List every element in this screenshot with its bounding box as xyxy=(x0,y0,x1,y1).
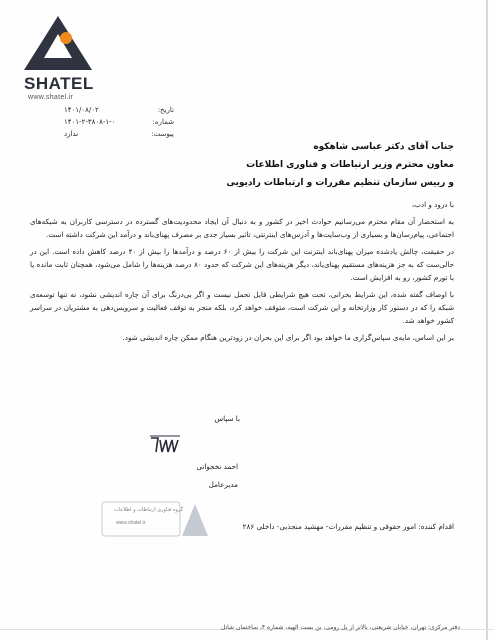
footer-address: دفتر مرکزی: تهران، خیابان شریعتی، بالاتر از پل رومی، بن بست الهیه، شماره ۴، ساختمان شاتل xyxy=(220,624,460,631)
paragraph-4: بر این اساس، مایه‌ی سپاس‌گزاری ما خواهد بود اگر برای این بحران در زودترین هنگام ممکن چاره اندیشی شود. xyxy=(122,333,454,342)
paragraph-2: در حقیقت، چالش یادشده میزان پهنای‌باند اینترنت این شرکت را بیش از ۶۰ درصد و درآمدها را بیش از ۴۰ درصد کاهش داده است. این در حالی‌ست که به جز هزینه‌های مستقیم پهنای‌باند، دیگر هزینه‌های این شرکت که حدود ۸۰ درصد هزینه‌ها را شامل می‌شود، همچنان ثابت مانده یا با تورم کشور، رو به افزایش است. xyxy=(30,247,454,282)
logo-url: www.shatel.ir xyxy=(28,94,74,101)
scan-edge xyxy=(486,0,488,640)
date-label: تاریخ: xyxy=(157,106,174,114)
handwritten-signature-icon xyxy=(148,432,184,456)
seal-url: www.shatel.ir xyxy=(116,520,146,526)
paragraph-3: با اوصاف گفته شده، این شرایط بحرانی، تحت هیچ شرایطی قابل تحمل نیست و اگر بی‌درنگ برای آن چاره اندیشی نشود، نه تنها توسعه‌ی شبکه را که در دستور کار وزارتخانه و این شرکت است، متوقف خواهد کرد، بلکه منجر به توقف فعالیت و سرویس‌دهی به مشتریان در سراسر کشور خواهد شد. xyxy=(30,290,454,325)
addressee-line-2: معاون محترم وزیر ارتباطات و فناوری اطلاعات xyxy=(246,160,454,170)
meta-number-row xyxy=(64,116,174,128)
addressee-block xyxy=(34,138,454,192)
paragraph-1: به استحضار آن مقام محترم می‌رسانیم حوادث اخیر در کشور و به دنبال آن ایجاد محدودیت‌های گسترده در دسترسی کاربران به شبکه‌های اجتماعی، پیام‌رسان‌ها و بسیاری از وب‌سایت‌ها و آدرس‌های اینترنتی، تاثیر بسیار جدی بر مصرف پهنای‌باند و درآمد این شرکت داشته است. xyxy=(30,217,454,239)
company-logo xyxy=(22,14,94,101)
letter-body xyxy=(30,198,454,348)
seal-text: گروه فناوری ارتباطات و اطلاعات xyxy=(114,507,184,513)
addressee-line-3: و رییس سازمان تنظیم مقررات و ارتباطات رادیویی xyxy=(226,178,454,188)
signer-name: احمد نخجوانی xyxy=(196,462,238,471)
closing: با سپاس xyxy=(214,414,240,423)
greeting: با درود و ادب، xyxy=(411,200,454,209)
addressee-line-1: جناب آقای دکتر عباسی شاهکوه xyxy=(313,142,454,152)
date-value: ۱۴۰۱/۰۸/۰۲ xyxy=(64,106,99,114)
attachment-value: ندارد xyxy=(64,130,79,138)
attachment-label: پیوست: xyxy=(151,130,174,138)
letter-meta xyxy=(64,104,174,140)
signer-title: مدیرعامل xyxy=(208,480,238,489)
logo-wordmark: SHATEL xyxy=(24,74,94,93)
shatel-logo-icon xyxy=(22,14,94,72)
number-value: ۱۴۰۱-۲-۳۸۰۸-۱-۰ xyxy=(64,118,116,126)
number-label: شماره: xyxy=(152,118,174,126)
action-line: اقدام کننده: امور حقوقی و تنظیم مقررات- مهشید منجذبی- داخلی ۲۸۶ xyxy=(242,522,454,531)
meta-date-row xyxy=(64,104,174,116)
